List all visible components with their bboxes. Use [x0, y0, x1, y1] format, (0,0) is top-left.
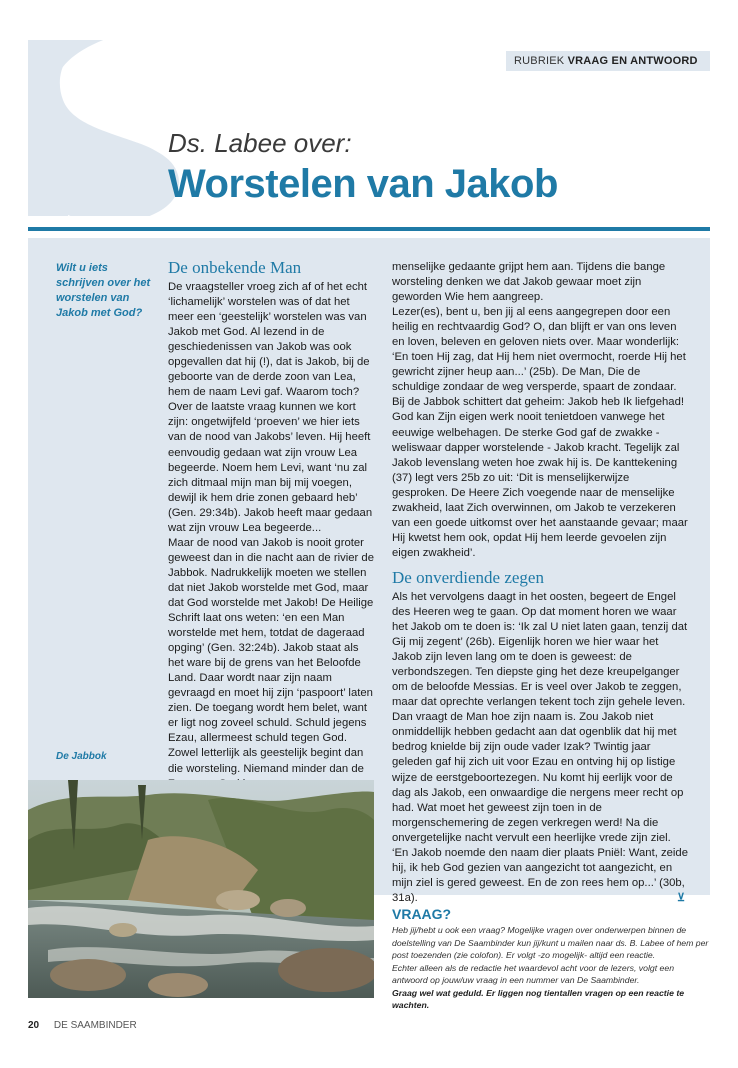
rubric-name: VRAAG EN ANTWOORD: [567, 55, 698, 67]
section-heading-undeserved-blessing: De onverdiende zegen: [392, 567, 544, 587]
rubric-prefix: RUBRIEK: [514, 55, 565, 67]
article-subtitle: Ds. Labee over:: [168, 128, 352, 158]
question-text: Heb jij/hebt u ook een vraag? Mogelijke vragen over onderwerpen binnen de doelstelling van De Saambinder kun jij/kunt u mailen naar ds. B. Labee of hem per post toezenden (zie colofon). Er volgt -zo mogelijk- altijd een reactie.: [392, 925, 709, 960]
magazine-name: DE SAAMBINDER: [53, 1020, 137, 1031]
paragraph: [392, 590, 688, 906]
paragraph: Lezer(es), bent u, ben jij al eens aangegrepen door een heilig en rechtvaardig God? O, dan blijft er van ons leven en loven, beleven en geloven niets over. Maar wonderlijk: ‘En toen Hij zag, dat Hij hem niet overmocht, roerde Hij het gewricht zijner heup aan...’ (25b). De Man, Die de schuldige zondaar de weg versperde, spaart de zondaar. Bij de Jabbok schittert dat geheim: Jakob heb Ik liefgehad! God kan Zijn eigen werk nooit tenietdoen vanwege het eeuwige welbehagen. De sterke God gaf de zwakke - weliswaar dapper worstelende - Jakob kracht. Tegelijk zal Jakob levenslang weten hoe zwak hij is. De kanttekening (37) legt vers 25b zo uit: ‘Dit is menselijkerwijze gesproken. De Heere Zich voegende naar de menselijke zwakheid, laat Zich overwinnen, om Jakob te verzekeren van een goede uitkomst over het aanstaande gevaar; maar Hij kwetst hem ook, opdat Hij hem leerde gevoelen zijn eigen zwakheid’.: [392, 306, 688, 559]
column-2: [392, 260, 688, 906]
paragraph-text: Als het vervolgens daagt in het oosten, begeert de Engel des Heeren weg te gaan. Op dat moment horen we waar het Jakob om te doen is: ‘Ik zal U niet laten gaan, tenzij dat Gij mij zegent’ (26b). Eigenlijk horen we hier waar het Jakob zijn leven lang om te doen is geweest: de verbondszegen. Ten diepste ging het deze kreupelganger om de beloofde Messias. Er is veel over Jakob te zeggen, maar dat oprechte verlangen tekent toch zijn gehele leven. Dan vraagt de Man hoe zijn naam is. Zou Jakob niet onmiddellijk hebben gedacht aan dat ogenblik dat hij met bedrog knielde bij zijn oude vader Izak? Twintig jaar geleden gaf hij zich uit voor Ezau en ontving hij op listige wijze de eerstgeboortezegen. Nu komt hij eerlijk voor de dag als Jakob, een onwaardige die nergens meer recht op had. Wat moet het geweest zijn toen in de morgenschemering de zegen verkregen werd! Na die onvergetelijke nacht vervult een heerlijke vrede zijn ziel. ‘En Jakob noemde den naam dier plaats Pniël: Want, zeide hij, ik heb God gezien van aangezicht tot aangezicht, en mijn ziel is gered geweest. En de zon rees hem op...’ (30b, 31a).: [392, 590, 688, 904]
photo-caption: De Jabbok: [56, 751, 107, 762]
rubric-label: [506, 51, 710, 71]
page-footer: [28, 1020, 137, 1031]
paragraph: menselijke gedaante grijpt hem aan. Tijdens die bange worsteling denken we dat Jakob gewaar moet zijn geworden Wie hem aangreep.: [392, 261, 666, 304]
article-title: Worstelen van Jakob: [168, 162, 558, 206]
section-heading-unknown-man: De onbekende Man: [168, 258, 302, 277]
paragraph: De vraagsteller vroeg zich af of het echt ‘lichamelijk’ worstelen was of dat het meer een ‘geestelijk’ worstelen was van Jakob met God. Al lezend in de geschiedenissen van Jakob was ook opgevallen dat hij (!), dat is Jakob, bij de geboorte van de derde zoon van Lea, hem de naam Levi gaf. Waarom toch?: [168, 281, 370, 399]
end-mark-icon: ⊻: [677, 891, 686, 904]
paragraph: Over de laatste vraag kunnen we kort zijn: ongetwijfeld ‘proeven’ we hier iets van de nood van Jakobs’ leven. Hij heeft eenvoudig gedaan wat zijn vrouw Lea begeerde. Noem hem Levi, want ‘nu zal zich ditmaal mijn man bij mij voegen, dewijl ik hem drie zonen gebaard heb’ (Gen. 29:34b). Jakob heeft maar gedaan wat zijn vrouw Lea begeerde...: [168, 401, 373, 534]
page-number: 20: [28, 1020, 40, 1031]
question-text: Echter alleen als de redactie het waardevol acht voor de lezers, volgt een antwoord op jouw/uw vraag in een nummer van De Saambinder.: [392, 962, 675, 985]
question-box: [392, 906, 712, 1012]
river-illustration: [28, 780, 374, 998]
paragraph: Maar de nood van Jakob is nooit groter geweest dan in die nacht aan de rivier de Jabbok. Nadrukkelijk moeten we stellen dat niet Jakob worstelde met God, maar dat God worstelde met Jakob! De Heilige Schrift laat ons weten: ‘en een Man worstelde met hem, totdat de dageraad opging’ (Gen. 32:24b). Jakob staat als het ware bij de grens van het Beloofde Land. Daar wordt naar zijn naam gevraagd en moet hij zijn ‘paspoort’ laten zien. De toegang wordt hem belet, want er ligt nog zoveel schuld. Schuld jegens Ezau, allermeest schuld tegen God. Zowel letterlijk als geestelijk begint dan die worsteling. Niemand minder dan de: [168, 536, 374, 775]
column-1: [168, 258, 376, 792]
question-heading: VRAAG?: [392, 906, 452, 922]
river-photo: [28, 780, 374, 998]
title-rule: [28, 227, 710, 231]
lead-question: Wilt u iets schrijven over het worstelen van Jakob met God?: [56, 262, 151, 319]
question-note: Graag wel wat geduld. Er liggen nog tientallen vragen op een reactie te wachten.: [392, 987, 685, 1010]
